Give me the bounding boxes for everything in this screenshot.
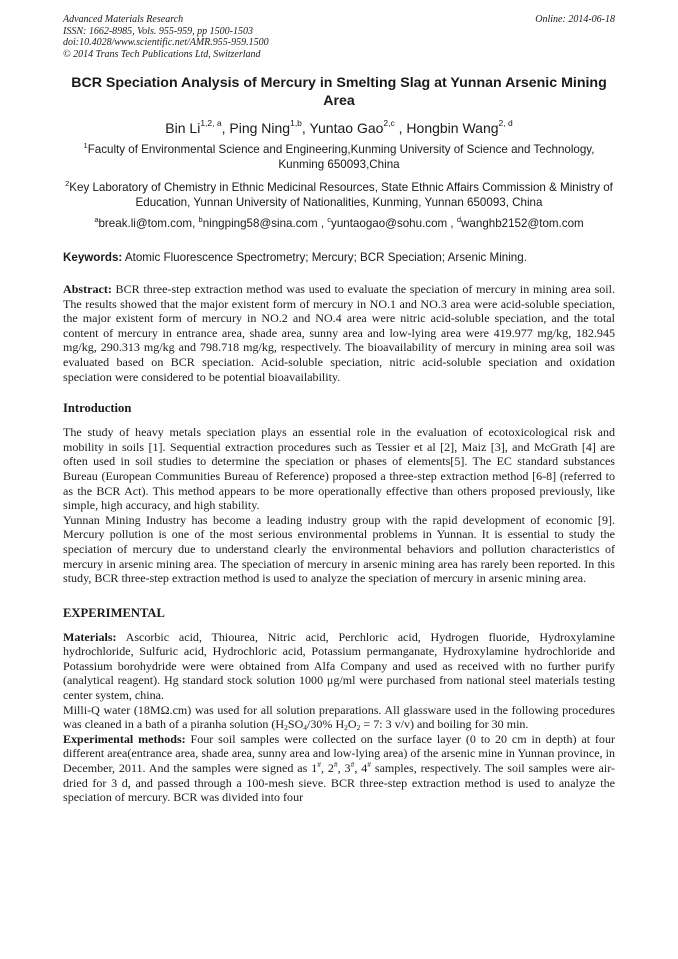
sample-mark: #: [317, 760, 321, 770]
body-paragraph: Yunnan Mining Industry has become a leading industry group with the rapid development of economic [9]. Mercury pollution is one of the most serious environmental problems in Yunnan. It is essential to study the speciation of mercury due to understand clearly the environmental behaviors and pollution characteristics of mercury in arsenic mining area. The speciation of mercury in arsenic mining area has rarely been reported. In this study, BCR three-step extraction method is used to analyze the speciation of mercury in arsenic mining area.: [63, 512, 615, 586]
journal-info: [63, 14, 269, 60]
sample-mark: #: [333, 760, 338, 770]
methods-label: Experimental methods:: [63, 731, 186, 746]
abstract-label: Abstract:: [63, 282, 112, 296]
methods-text: , 2: [320, 761, 334, 776]
journal-issn: ISSN: 1662-8985, Vols. 955-959, pp 1500-1503: [63, 25, 253, 37]
keywords-label: Keywords:: [63, 251, 123, 264]
methods-paragraph: [63, 732, 615, 805]
abstract-text: BCR three-step extraction method was used to evaluate the speciation of mercury in mining area soil. The results showed that the major existent form of mercury in NO.1 and NO.3 area were acid-soluble speciation, the major existent form of mercury in NO.2 and NO.4 area were nitric acid-soluble speciation, and the total content of mercury in entrance area, shade area, sunny area and low-lying area were 419.977 mg/kg, 182.945 mg/kg, 290.313 mg/kg and 798.718 mg/kg, respectively. The bioavailability of mercury in mining area soil was evaluated based on BCR speciation. Acid-soluble speciation, nitric acid-soluble speciation and oxidation speciation were considered to be potential bioavailability.: [63, 282, 615, 384]
author-separator: ,: [301, 120, 310, 136]
email-mark: d: [456, 215, 462, 224]
methods-text: samples, respectively. The soil samples were air-dried for 3 d, and passed through a 100-mesh sieve. BCR three-step extraction method is used to analyze the speciation of mercury. BCR was divided into four: [63, 761, 616, 805]
introduction-section: [63, 425, 615, 586]
email-address: break.li@tom.com,: [98, 217, 199, 230]
author-affil-mark: 2, d: [498, 118, 513, 128]
subscript: 2: [284, 723, 288, 733]
journal-header: [63, 14, 615, 66]
methods-text: , 3: [337, 761, 351, 776]
author-name: Yuntao Gao: [309, 120, 384, 136]
milliq-text: /30% H: [307, 717, 345, 732]
journal-copyright: © 2014 Trans Tech Publications Ltd, Switzerland: [63, 48, 261, 60]
author-list: [63, 119, 615, 137]
author-affil-mark: 1,2, a: [200, 118, 222, 128]
experimental-section: [63, 630, 615, 805]
email-mark: b: [198, 215, 203, 224]
body-paragraph: The study of heavy metals speciation plays an essential role in the evaluation of ecotoxicological risk and mobility in soils [1]. Sequential extraction procedures such as Tessier et al [2], Maiz [3], and McGrath [4] are often used in soil studies to determine the speciation or phases of elements[5]. The EC standard substances Bureau (European Communities Bureau of Reference) proposed a three-step extraction method [6-8] (referred to as the BCR Act). This method appears to be more operationally effective than others proposed previously, like simple, high accuracy, and high stability.: [63, 425, 615, 513]
materials-text: Ascorbic acid, Thiourea, Nitric acid, Perchloric acid, Hydrogen fluoride, Hydroxylamine hydrochloride, Sulfuric acid, Hydrochloric acid, Potassium permanganate, Hydroxylamine hydrochloride and Potassium borohydride were were obtained from Alfa Company and used as received with no further purify (analytical reagent). Hg standard stock solution 1000 μg/ml were purchased from national steel materials testing center system, china.: [63, 629, 615, 703]
email-mark: a: [94, 215, 99, 224]
journal-doi: doi:10.4028/www.scientific.net/AMR.955-959.1500: [63, 37, 269, 48]
author-separator: ,: [221, 120, 230, 136]
keywords-text: Atomic Fluorescence Spectrometry; Mercury; BCR Speciation; Arsenic Mining.: [122, 251, 527, 264]
paper-page: [63, 14, 615, 805]
email-address: yuntaogao@sohu.com ,: [331, 217, 457, 230]
email-address: ningping58@sina.com ,: [202, 217, 328, 230]
subscript: 2: [344, 723, 348, 733]
materials-paragraph: [63, 630, 615, 703]
subscript: 4: [303, 723, 308, 733]
author-name: Hongbin Wang: [406, 120, 499, 136]
affiliation-text: Faculty of Environmental Science and Engineering,Kunming University of Science and Technology, Kunming 650093,China: [87, 143, 595, 171]
keywords: [63, 251, 615, 265]
affiliation-mark: 1: [83, 141, 88, 150]
paper-title: BCR Speciation Analysis of Mercury in Smelting Slag at Yunnan Arsenic Mining Area: [71, 75, 607, 109]
milliq-text: SO: [287, 717, 304, 732]
section-heading: EXPERIMENTAL: [63, 605, 165, 620]
subscript: 2: [356, 723, 361, 733]
affiliation-text: Key Laboratory of Chemistry in Ethnic Medicinal Resources, State Ethnic Affairs Commission & Ministry of Education, Yunnan University of Nationalities, Kunming, Yunnan 650093, China: [69, 181, 613, 209]
methods-text: , 4: [354, 761, 368, 776]
sample-mark: #: [350, 760, 355, 770]
milliq-text: Milli-Q water (18MΩ.cm) was used for all solution preparations. All glassware used in the following procedures was cleaned in a bath of a piranha solution (H: [63, 702, 615, 732]
author-name: Ping Ning: [229, 120, 291, 136]
author-name: Bin Li: [165, 120, 201, 136]
abstract-paragraph: [63, 282, 615, 384]
affiliation: [63, 143, 615, 172]
email-mark: c: [327, 215, 332, 224]
email-address: wanghb2152@tom.com: [461, 217, 584, 230]
milliq-paragraph: [63, 703, 615, 732]
affiliation: [63, 181, 615, 210]
online-date: Online: 2014-06-18: [535, 14, 615, 25]
author-affil-mark: 2,c: [383, 118, 395, 128]
materials-label: Materials:: [63, 629, 117, 644]
author-affil-mark: 1,b: [290, 118, 302, 128]
methods-text: Four soil samples were collected on the surface layer (0 to 20 cm in depth) at four different area(entrance area, shade area, sunny area and low-lying area) of the arsenic mine in Yunnan province, in December, 2011. And the samples were signed as 1: [63, 731, 615, 776]
section-heading: Introduction: [63, 401, 132, 416]
milliq-text: = 7: 3 v/v) and boiling for 30 min.: [360, 717, 529, 732]
affiliation-mark: 2: [65, 179, 70, 188]
sample-mark: #: [367, 760, 371, 770]
milliq-text: O: [347, 717, 357, 732]
author-emails: [63, 217, 615, 231]
abstract: [63, 282, 615, 384]
journal-name: Advanced Materials Research: [63, 14, 184, 25]
author-separator: ,: [394, 120, 407, 136]
